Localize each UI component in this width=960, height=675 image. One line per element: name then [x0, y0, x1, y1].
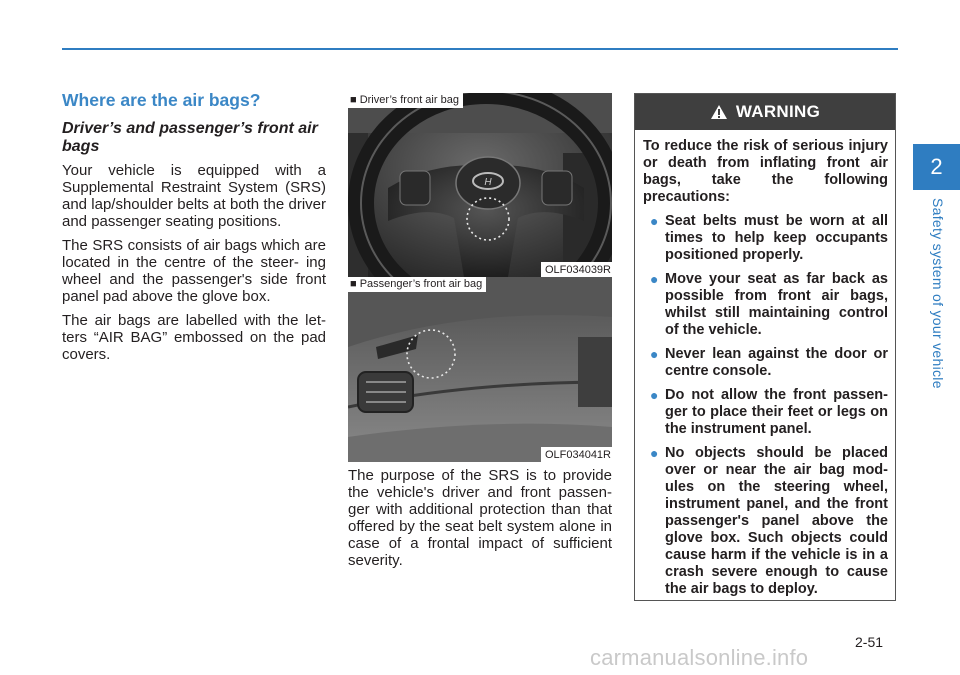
bullet-icon: ● [650, 445, 659, 461]
warning-item: ● Seat belts must be worn at all times to help keep occupants positioned properly. [650, 213, 888, 263]
figure-code-passenger: OLF034041R [541, 447, 612, 462]
column-middle-text [348, 467, 612, 576]
warning-item: ● Move your seat as far back as possible from front air bags, whilst still maintaining control of the vehicle. [650, 271, 888, 338]
figure-caption-driver: ■ Driver’s front air bag [348, 93, 463, 108]
paragraph-1: Your vehicle is equipped with a Supplemental Restraint System (SRS) and lap/shoulder belts at both the driver and passenger seating positions. [62, 162, 326, 230]
warning-title: WARNING [735, 102, 821, 121]
page-number: 2-51 [855, 634, 884, 650]
bullet-icon: ● [650, 213, 659, 229]
subheading: Driver’s and passenger’s front air bags [62, 120, 318, 155]
warning-box [634, 93, 896, 601]
column-left [62, 90, 326, 370]
warning-item: ● No objects should be placed over or near the air bag mod- ules on the steering wheel, instrument panel, and the front passenger's panel above the glove box. Such objects could cause harm if the vehicle is in a crash severe enough to cause the air bags to deploy. [650, 445, 888, 597]
paragraph-2: The SRS consists of air bags which are located in the centre of the steer- ing wheel and the passenger's side front panel pad above the glove box. [62, 237, 326, 305]
top-rule [62, 48, 898, 50]
warning-item: ● Do not allow the front passen- ger to place their feet or legs on the instrument panel. [650, 387, 888, 437]
watermark: carmanualsonline.info [590, 645, 809, 670]
bullet-icon: ● [650, 271, 659, 287]
paragraph-3: The air bags are labelled with the let- ters “AIR BAG” embossed on the pad covers. [62, 312, 326, 363]
steering-wheel-illustration [348, 93, 612, 277]
bullet-icon: ● [650, 346, 659, 362]
chapter-tab: 2 [913, 144, 960, 190]
passenger-airbag-figure [348, 277, 612, 462]
chapter-title: Safety system of your vehicle [930, 198, 946, 389]
warning-body [635, 130, 895, 598]
warning-item: ● Never lean against the door or centre console. [650, 346, 888, 379]
section-heading: Where are the air bags? [62, 90, 261, 110]
bullet-icon: ● [650, 387, 659, 403]
driver-airbag-figure [348, 93, 612, 277]
dashboard-illustration [348, 277, 612, 462]
figure-code-driver: OLF034039R [541, 262, 612, 277]
warning-triangle-icon [710, 104, 728, 120]
srs-purpose-paragraph: The purpose of the SRS is to provide the vehicle's driver and front passen- ger with additional protection than that offered by the seat belt system alone in case of a frontal impact of sufficient severity. [348, 467, 612, 569]
warning-header [635, 94, 895, 130]
svg-text:H: H [484, 177, 492, 188]
warning-intro: To reduce the risk of serious injury or death from inflating front air bags, take the following precautions: [643, 138, 888, 205]
figure-caption-passenger: ■ Passenger’s front air bag [348, 277, 486, 292]
